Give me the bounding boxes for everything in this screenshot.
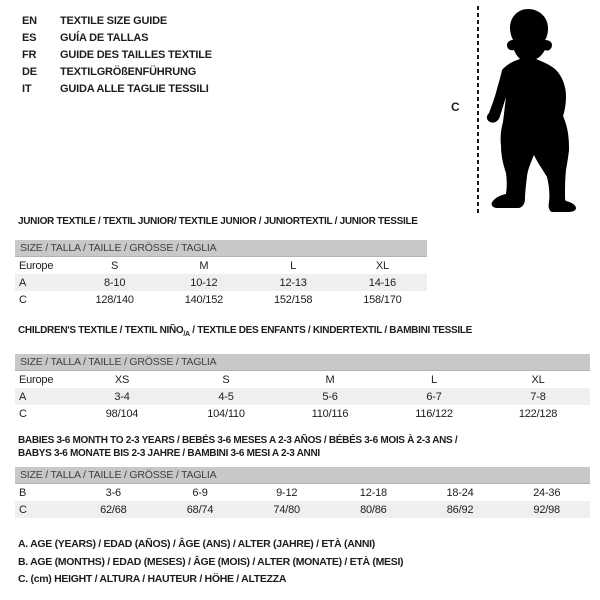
size-table-junior: [15, 240, 427, 308]
size-value-cell: 80/86: [360, 503, 387, 516]
size-table-children: [15, 354, 590, 422]
footnotes: [18, 536, 590, 589]
language-label: GUIDE DES TAILLES TEXTILE: [60, 48, 212, 61]
footnote: A. AGE (YEARS) / EDAD (AÑOS) / ÂGE (ANS) / ALTER (JAHRE) / ETÀ (ANNI): [18, 538, 375, 550]
size-value-cell: XL: [375, 259, 389, 272]
row-label-cell: Europe: [19, 259, 54, 272]
language-code: FR: [22, 48, 37, 61]
size-value-cell: 5-6: [322, 390, 338, 403]
size-value-cell: 158/170: [363, 293, 402, 306]
size-value-cell: 68/74: [186, 503, 214, 516]
size-value-cell: 62/68: [100, 503, 127, 516]
table-body: [15, 484, 590, 518]
size-value-cell: 12-18: [359, 486, 387, 499]
language-row: [22, 63, 212, 80]
size-value-cell: 74/80: [273, 503, 300, 516]
table-row: [15, 274, 427, 291]
figure-area: [445, 0, 595, 220]
size-value-cell: 12-13: [279, 276, 307, 289]
size-value-cell: 10-12: [190, 276, 218, 289]
size-value-cell: XS: [114, 373, 130, 386]
language-label: TEXTILGRÖßENFÜHRUNG: [60, 65, 197, 78]
size-value-cell: 92/98: [533, 503, 560, 516]
language-row: [22, 80, 212, 97]
table-body: [15, 371, 590, 422]
language-code: EN: [22, 14, 37, 27]
table-row: [15, 257, 427, 274]
size-value-cell: 6-7: [426, 390, 442, 403]
toddler-silhouette-icon: [480, 4, 580, 216]
language-label: TEXTILE SIZE GUIDE: [60, 14, 168, 27]
language-label: GUIDA ALLE TAGLIE TESSILI: [60, 82, 209, 95]
title-text: CHILDREN'S TEXTILE / TEXTIL NIÑO: [18, 325, 184, 336]
size-value-cell: 9-12: [276, 486, 298, 499]
language-row: [22, 29, 212, 46]
title-line-1: BABIES 3-6 MONTH TO 2-3 YEARS / BEBÉS 3-6 MESES A 2-3 AÑOS / BÉBÉS 3-6 MOIS À 2-3 ANS /: [18, 435, 458, 446]
tables-section: [15, 215, 590, 589]
size-value-cell: 86/92: [446, 503, 474, 516]
size-value-cell: 14-16: [368, 276, 396, 289]
size-value-cell: 110/116: [311, 407, 349, 420]
size-value-cell: 24-36: [533, 486, 561, 499]
row-label-cell: Europe: [19, 373, 54, 386]
size-value-cell: 116/122: [415, 407, 453, 420]
size-header-bar: SIZE / TALLA / TAILLE / GRÖSSE / TAGLIA: [15, 240, 427, 257]
table-row: [15, 371, 590, 388]
size-value-cell: 152/158: [273, 293, 313, 306]
table-body: [15, 257, 427, 308]
language-code: DE: [22, 65, 37, 78]
language-list: [22, 12, 212, 97]
table-row: [15, 484, 590, 501]
table-row: [15, 388, 590, 405]
size-table-babies: [15, 467, 590, 518]
size-value-cell: L: [290, 259, 297, 272]
language-code: ES: [22, 31, 37, 44]
table-row: [15, 501, 590, 518]
footnote: B. AGE (MONTHS) / EDAD (MESES) / ÂGE (MOIS) / ALTER (MONATE) / ETÀ (MESI): [18, 555, 404, 568]
language-label: GUÍA DE TALLAS: [60, 31, 149, 44]
row-label-cell: C: [19, 503, 27, 516]
size-value-cell: XL: [531, 373, 545, 386]
measure-label-c: C: [451, 100, 460, 114]
size-value-cell: 104/110: [207, 407, 245, 420]
size-value-cell: 7-8: [530, 390, 546, 403]
language-code: IT: [22, 82, 32, 95]
language-row: [22, 12, 212, 29]
size-value-cell: S: [111, 259, 119, 272]
size-value-cell: 8-10: [104, 276, 126, 289]
footnote: C. (cm) HEIGHT / ALTURA / HAUTEUR / HÖHE / ALTEZZA: [18, 573, 287, 585]
size-value-cell: 4-5: [218, 390, 234, 403]
size-value-cell: 122/128: [518, 407, 558, 420]
row-label-cell: A: [19, 276, 27, 289]
size-value-cell: 98/104: [105, 407, 139, 420]
size-value-cell: M: [199, 259, 209, 272]
table-row: [15, 405, 590, 422]
size-value-cell: 128/140: [95, 293, 134, 306]
size-value-cell: 18-24: [446, 486, 474, 499]
size-header-bar: SIZE / TALLA / TAILLE / GRÖSSE / TAGLIA: [15, 354, 590, 371]
size-value-cell: S: [222, 373, 230, 386]
size-value-cell: 3-6: [105, 486, 121, 499]
size-value-cell: 3-4: [114, 390, 130, 403]
title-line-2: BABYS 3-6 MONATE BIS 2-3 JAHRE / BAMBINI 3-6 MESI A 2-3 ANNI: [18, 448, 320, 459]
language-row: [22, 46, 212, 63]
title-subscript: /A: [183, 331, 190, 338]
row-label-cell: B: [19, 486, 27, 499]
size-value-cell: M: [325, 373, 335, 386]
height-measure-line: [477, 6, 479, 213]
row-label-cell: C: [19, 293, 27, 306]
row-label-cell: A: [19, 390, 27, 403]
size-header-bar: SIZE / TALLA / TAILLE / GRÖSSE / TAGLIA: [15, 467, 590, 484]
table-title-children: [18, 324, 590, 341]
table-title-junior: JUNIOR TEXTILE / TEXTIL JUNIOR/ TEXTILE JUNIOR / JUNIORTEXTIL / JUNIOR TESSILE: [18, 216, 418, 227]
size-value-cell: 6-9: [192, 486, 208, 499]
size-value-cell: 140/152: [184, 293, 224, 306]
table-title-babies: [18, 434, 590, 460]
row-label-cell: C: [19, 407, 27, 420]
size-value-cell: L: [431, 373, 437, 386]
table-row: [15, 291, 427, 308]
title-text: / TEXTILE DES ENFANTS / KINDERTEXTIL / BAMBINI TESSILE: [189, 325, 473, 336]
